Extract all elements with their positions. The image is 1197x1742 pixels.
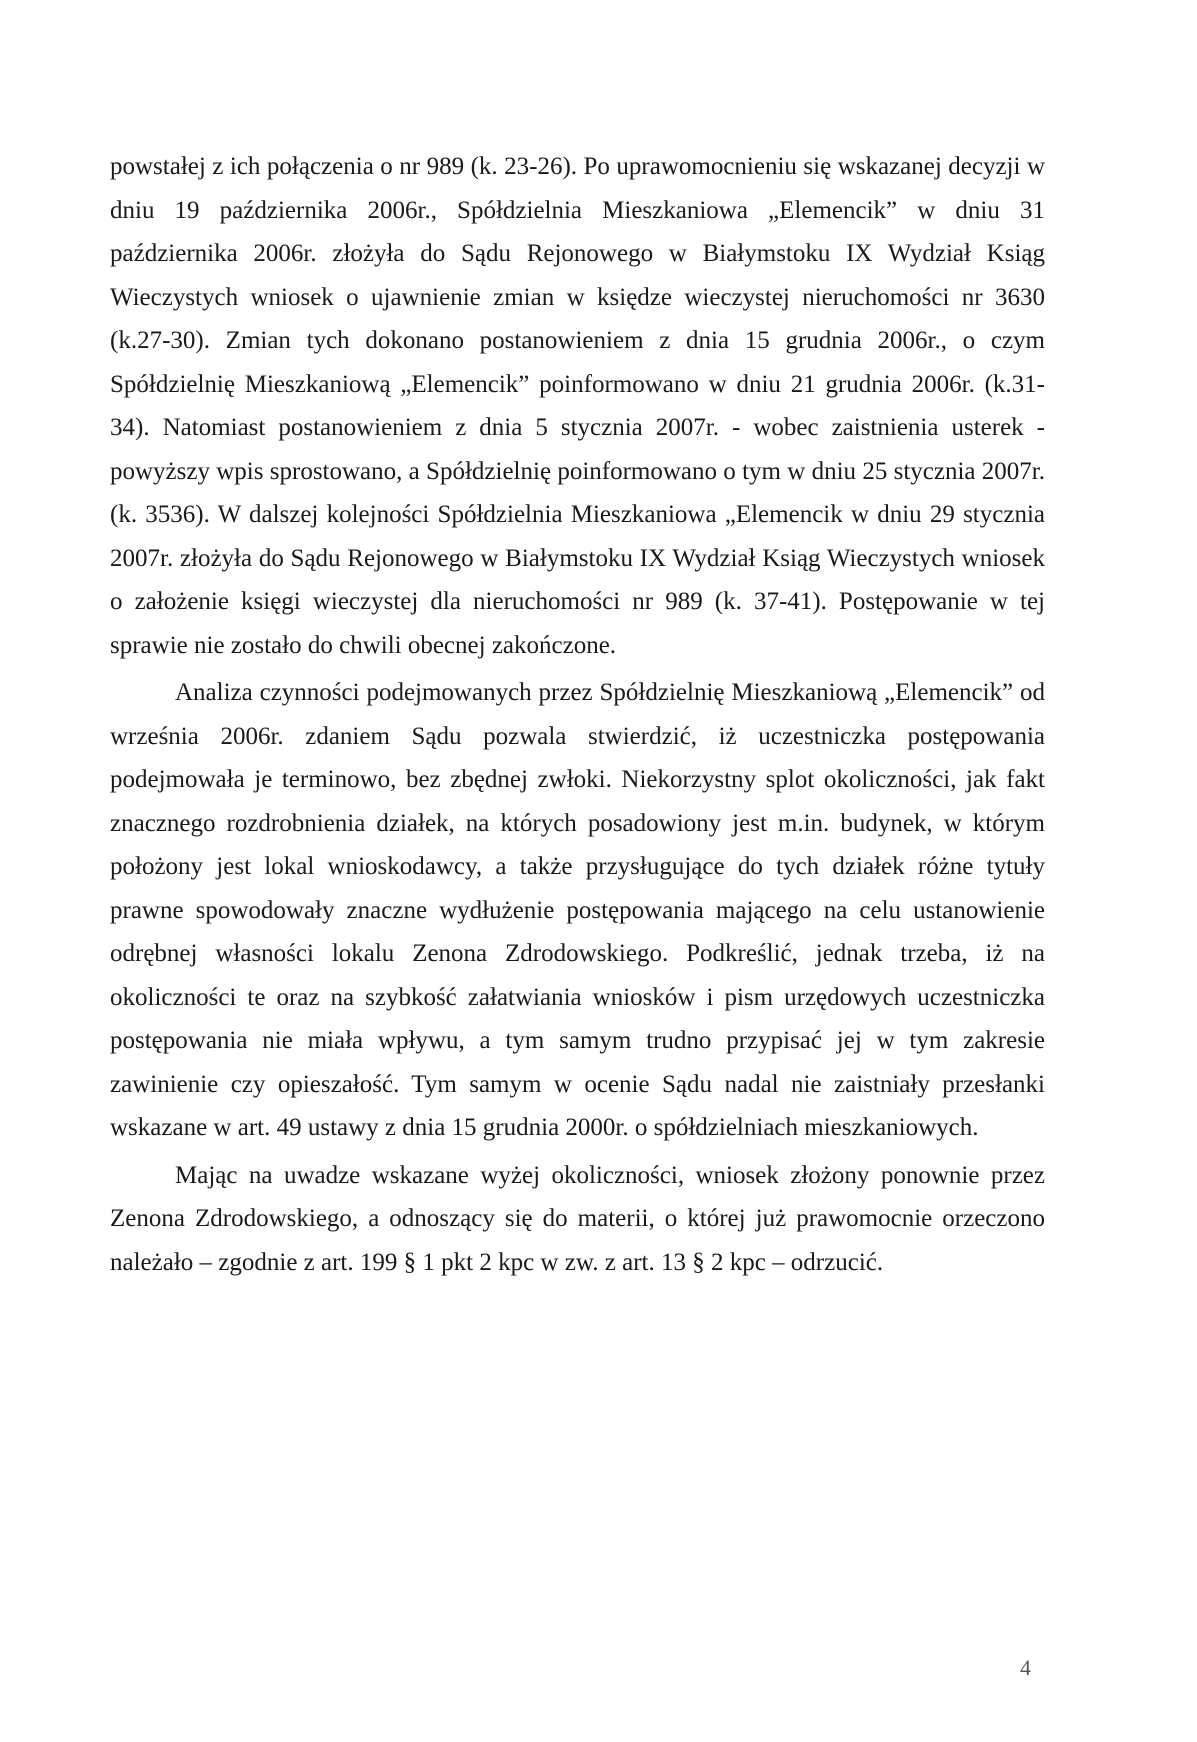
document-body (110, 145, 1045, 1284)
paragraph-3: Mając na uwadze wskazane wyżej okoliczności, wniosek złożony ponownie przez Zenona Zdrodowskiego, a odnoszący się do materii, o której już prawomocnie orzeczono należało – zgodnie z art. 199 § 1 pkt 2 kpc w zw. z art. 13 § 2 kpc – odrzucić. (110, 1161, 1045, 1276)
paragraph-1: powstałej z ich połączenia o nr 989 (k. 23-26). Po uprawomocnieniu się wskazanej decyzji w dniu 19 października 2006r., Spółdzielnia Mieszkaniowa „Elemencik” w dniu 31 października 2006r. złożyła do Sądu Rejonowego w Białymstoku IX Wydział Ksiąg Wieczystych wniosek o ujawnienie zmian w księdze wieczystej nieruchomości nr 3630 (k.27-30). Zmian tych dokonano postanowieniem z dnia 15 grudnia 2006r., o czym Spółdzielnię Mieszkaniową „Elemencik” poinformowano w dniu 21 grudnia 2006r. (k.31-34). Natomiast postanowieniem z dnia 5 stycznia 2007r. - wobec zaistnienia usterek - powyższy wpis sprostowano, a Spółdzielnię poinformowano o tym w dniu 25 stycznia 2007r. (k. 3536). W dalszej kolejności Spółdzielnia Mieszkaniowa „Elemencik w dniu 29 stycznia 2007r. złożyła do Sądu Rejonowego w Białymstoku IX Wydział Ksiąg Wieczystych wniosek o założenie księgi wieczystej dla nieruchomości nr 989 (k. 37-41). Postępowanie w tej sprawie nie zostało do chwili obecnej zakończone. (110, 153, 1045, 659)
page-number: 4 (1020, 1655, 1031, 1680)
paragraph-2: Analiza czynności podejmowanych przez Spółdzielnię Mieszkaniową „Elemencik” od września 2006r. zdaniem Sądu pozwala stwierdzić, iż uczestniczka postępowania podejmowała je terminowo, bez zbędnej zwłoki. Niekorzystny splot okoliczności, jak fakt znacznego rozdrobnienia działek, na których posadowiony jest m.in. budynek, w którym położony jest lokal wnioskodawcy, a także przysługujące do tych działek różne tytuły prawne spowodowały znaczne wydłużenie postępowania mającego na celu ustanowienie odrębnej własności lokalu Zenona Zdrodowskiego. Podkreślić, jednak trzeba, iż na okoliczności te oraz na szybkość załatwiania wniosków i pism urzędowych uczestniczka postępowania nie miała wpływu, a tym samym trudno przypisać jej w tym zakresie zawinienie czy opieszałość. Tym samym w ocenie Sądu nadal nie zaistniały przesłanki wskazane w art. 49 ustawy z dnia 15 grudnia 2000r. o spółdzielniach mieszkaniowych. (110, 679, 1045, 1141)
